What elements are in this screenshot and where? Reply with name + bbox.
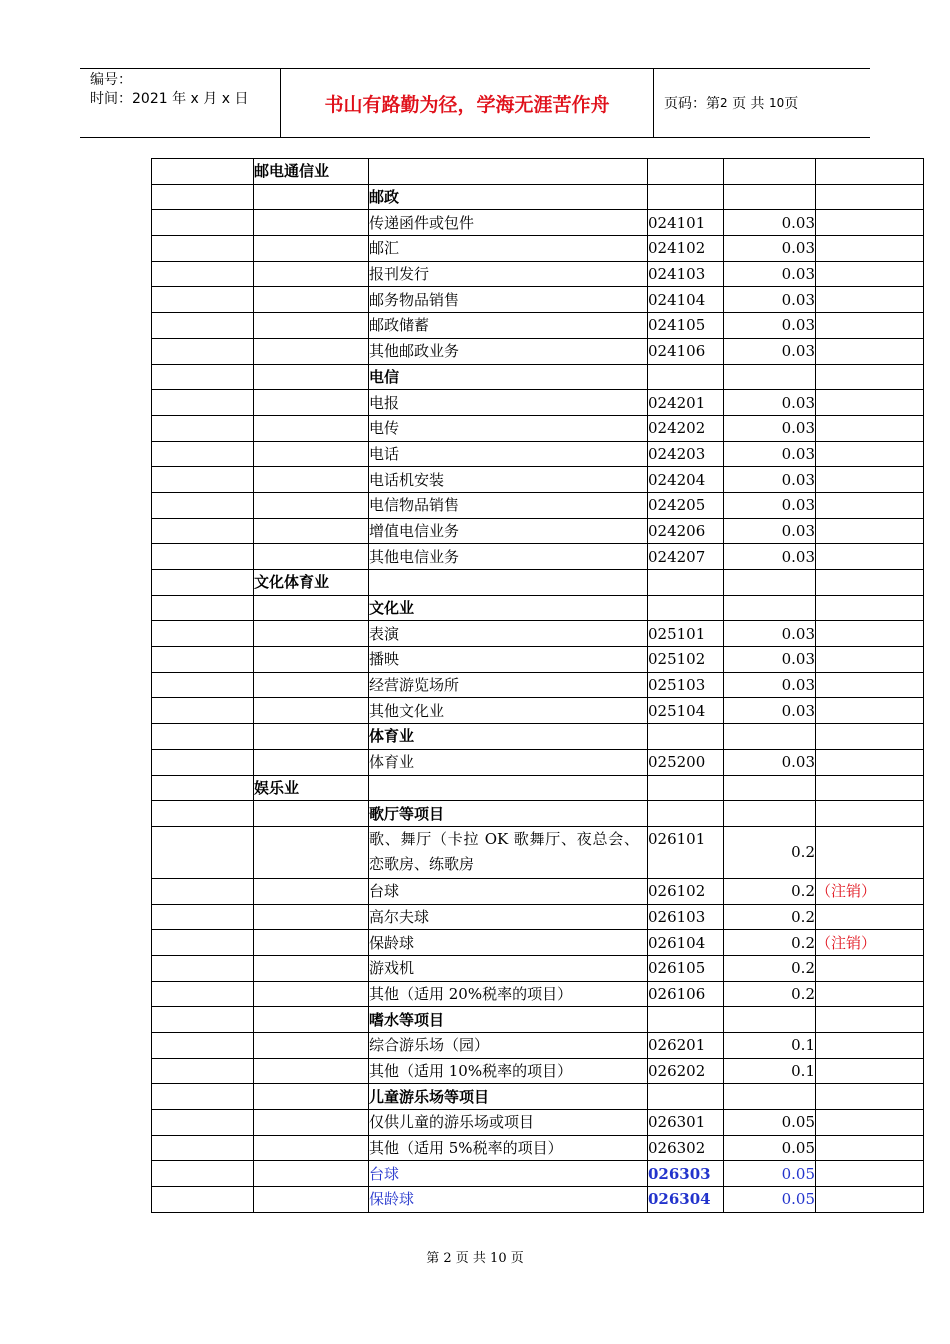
item-code: 024104 — [648, 287, 724, 313]
item-name: 传递函件或包件 — [369, 210, 648, 236]
empty-cell — [816, 955, 924, 981]
item-code: 024102 — [648, 236, 724, 262]
item-name: 体育业 — [369, 749, 648, 775]
empty-cell — [648, 724, 724, 750]
subsection-label: 歌厅等项目 — [369, 801, 648, 827]
empty-cell — [152, 390, 254, 416]
page-mid: 页 共 — [732, 96, 765, 112]
item-rate: 0.03 — [724, 236, 816, 262]
empty-cell — [816, 184, 924, 210]
table-row — [152, 621, 924, 647]
empty-cell — [816, 698, 924, 724]
item-name: 播映 — [369, 647, 648, 673]
item-rate: 0.1 — [724, 1033, 816, 1059]
item-rate: 0.03 — [724, 338, 816, 364]
empty-cell — [254, 210, 369, 236]
empty-cell — [816, 724, 924, 750]
empty-cell — [816, 313, 924, 339]
empty-cell — [152, 955, 254, 981]
item-name: 保龄球 — [369, 1187, 648, 1213]
empty-cell — [254, 1084, 369, 1110]
item-code: 025102 — [648, 647, 724, 673]
table-row — [152, 981, 924, 1007]
empty-cell — [816, 826, 924, 878]
item-code: 025103 — [648, 672, 724, 698]
empty-cell — [152, 1161, 254, 1187]
item-code: 026302 — [648, 1135, 724, 1161]
empty-cell — [254, 1187, 369, 1213]
table-row — [152, 210, 924, 236]
item-name: 报刊发行 — [369, 261, 648, 287]
empty-cell — [254, 904, 369, 930]
item-code: 024105 — [648, 313, 724, 339]
table-row — [152, 261, 924, 287]
header-page-number — [654, 69, 870, 137]
section-row — [152, 570, 924, 596]
subsection-label: 儿童游乐场等项目 — [369, 1084, 648, 1110]
empty-cell — [152, 441, 254, 467]
item-name: 台球 — [369, 878, 648, 904]
table-row — [152, 749, 924, 775]
empty-cell — [816, 570, 924, 596]
empty-cell — [254, 1033, 369, 1059]
table-row — [152, 518, 924, 544]
item-code: 024101 — [648, 210, 724, 236]
empty-cell — [254, 236, 369, 262]
item-code: 024206 — [648, 518, 724, 544]
item-code: 025200 — [648, 749, 724, 775]
empty-cell — [152, 878, 254, 904]
empty-cell — [816, 210, 924, 236]
item-code: 026202 — [648, 1058, 724, 1084]
item-name: 歌、舞厅（卡拉 OK 歌舞厅、夜总会、恋歌房、练歌房 — [369, 826, 648, 878]
item-rate: 0.2 — [724, 930, 816, 956]
table-row — [152, 878, 924, 904]
empty-cell — [254, 672, 369, 698]
item-code: 026201 — [648, 1033, 724, 1059]
empty-cell — [152, 159, 254, 185]
tax-rate-table — [151, 158, 924, 1213]
empty-cell — [816, 1110, 924, 1136]
item-name: 电话 — [369, 441, 648, 467]
empty-cell — [152, 467, 254, 493]
empty-cell — [816, 1161, 924, 1187]
subsection-row — [152, 801, 924, 827]
item-rate: 0.03 — [724, 390, 816, 416]
item-name: 综合游乐场（园） — [369, 1033, 648, 1059]
empty-cell — [816, 775, 924, 801]
table-row — [152, 236, 924, 262]
empty-cell — [648, 801, 724, 827]
table-row — [152, 904, 924, 930]
subsection-row — [152, 1007, 924, 1033]
empty-cell — [254, 338, 369, 364]
empty-cell — [724, 1084, 816, 1110]
table-row — [152, 1058, 924, 1084]
empty-cell — [152, 236, 254, 262]
item-name: 保龄球 — [369, 930, 648, 956]
item-rate: 0.03 — [724, 210, 816, 236]
empty-cell — [254, 1058, 369, 1084]
empty-cell — [648, 1007, 724, 1033]
page-prefix: 页码：第 — [664, 96, 720, 112]
item-rate: 0.03 — [724, 518, 816, 544]
item-name: 电话机安装 — [369, 467, 648, 493]
item-rate: 0.03 — [724, 492, 816, 518]
item-rate: 0.2 — [724, 826, 816, 878]
item-rate: 0.03 — [724, 672, 816, 698]
item-code: 026301 — [648, 1110, 724, 1136]
table-row — [152, 955, 924, 981]
empty-cell — [152, 698, 254, 724]
subsection-label: 体育业 — [369, 724, 648, 750]
table-row — [152, 930, 924, 956]
empty-cell — [724, 595, 816, 621]
empty-cell — [816, 1007, 924, 1033]
empty-cell — [254, 955, 369, 981]
item-name: 电信物品销售 — [369, 492, 648, 518]
subsection-row — [152, 1084, 924, 1110]
empty-cell — [724, 724, 816, 750]
empty-cell — [816, 364, 924, 390]
empty-cell — [816, 1187, 924, 1213]
item-code: 025101 — [648, 621, 724, 647]
item-name: 邮政储蓄 — [369, 313, 648, 339]
empty-cell — [254, 595, 369, 621]
page-current: 2 — [720, 96, 728, 110]
item-rate: 0.03 — [724, 441, 816, 467]
empty-cell — [254, 749, 369, 775]
doc-time-label: 时间：2021 年 x 月 x 日 — [90, 91, 249, 107]
item-name: 游戏机 — [369, 955, 648, 981]
header-meta — [80, 69, 281, 137]
item-code: 024207 — [648, 544, 724, 570]
section-label: 娱乐业 — [254, 775, 369, 801]
empty-cell — [254, 261, 369, 287]
subsection-row — [152, 184, 924, 210]
empty-cell — [152, 338, 254, 364]
table-row — [152, 1187, 924, 1213]
subsection-row — [152, 724, 924, 750]
empty-cell — [816, 1058, 924, 1084]
item-rate: 0.03 — [724, 621, 816, 647]
item-rate: 0.03 — [724, 698, 816, 724]
empty-cell — [152, 801, 254, 827]
empty-cell — [254, 492, 369, 518]
item-rate: 0.03 — [724, 749, 816, 775]
page-header — [80, 68, 870, 138]
empty-cell — [724, 184, 816, 210]
empty-cell — [254, 826, 369, 878]
empty-cell — [254, 647, 369, 673]
empty-cell — [816, 287, 924, 313]
item-code: 026103 — [648, 904, 724, 930]
item-rate: 0.03 — [724, 544, 816, 570]
empty-cell — [152, 261, 254, 287]
section-label: 邮电通信业 — [254, 159, 369, 185]
empty-cell — [816, 236, 924, 262]
empty-cell — [724, 1007, 816, 1033]
empty-cell — [254, 878, 369, 904]
item-code: 024203 — [648, 441, 724, 467]
empty-cell — [152, 184, 254, 210]
item-rate: 0.03 — [724, 313, 816, 339]
empty-cell — [254, 1110, 369, 1136]
empty-cell — [724, 570, 816, 596]
item-name: 其他文化业 — [369, 698, 648, 724]
empty-cell — [152, 364, 254, 390]
empty-cell — [369, 570, 648, 596]
item-rate: 0.03 — [724, 467, 816, 493]
empty-cell — [152, 1110, 254, 1136]
page-footer: 第 2 页 共 10 页 — [426, 1251, 524, 1266]
section-row — [152, 775, 924, 801]
empty-cell — [648, 775, 724, 801]
empty-cell — [254, 313, 369, 339]
item-name: 其他电信业务 — [369, 544, 648, 570]
empty-cell — [816, 801, 924, 827]
empty-cell — [152, 1058, 254, 1084]
item-name: 其他（适用 10%税率的项目） — [369, 1058, 648, 1084]
empty-cell — [816, 492, 924, 518]
item-name: 电报 — [369, 390, 648, 416]
item-rate: 0.03 — [724, 415, 816, 441]
empty-cell — [724, 364, 816, 390]
item-name: 仅供儿童的游乐场或项目 — [369, 1110, 648, 1136]
item-code: 025104 — [648, 698, 724, 724]
empty-cell — [254, 518, 369, 544]
subsection-row — [152, 364, 924, 390]
empty-cell — [254, 930, 369, 956]
empty-cell — [648, 1084, 724, 1110]
page-total: 10 — [769, 96, 785, 110]
item-code: 024205 — [648, 492, 724, 518]
empty-cell — [152, 1187, 254, 1213]
empty-cell — [152, 287, 254, 313]
table-row — [152, 390, 924, 416]
item-code: 026303 — [648, 1161, 724, 1187]
table-row — [152, 467, 924, 493]
empty-cell — [152, 595, 254, 621]
empty-cell — [816, 1084, 924, 1110]
empty-cell — [254, 981, 369, 1007]
item-code: 026104 — [648, 930, 724, 956]
subsection-row — [152, 595, 924, 621]
empty-cell — [816, 544, 924, 570]
section-row — [152, 159, 924, 185]
table-row — [152, 1161, 924, 1187]
empty-cell — [152, 826, 254, 878]
empty-cell — [816, 441, 924, 467]
table-row — [152, 287, 924, 313]
empty-cell — [254, 415, 369, 441]
item-rate: 0.2 — [724, 981, 816, 1007]
empty-cell — [816, 1033, 924, 1059]
empty-cell — [254, 467, 369, 493]
empty-cell — [152, 1084, 254, 1110]
empty-cell — [152, 775, 254, 801]
empty-cell — [724, 801, 816, 827]
table-row — [152, 313, 924, 339]
item-rate: 0.03 — [724, 647, 816, 673]
empty-cell — [816, 1135, 924, 1161]
empty-cell — [648, 570, 724, 596]
empty-cell — [816, 672, 924, 698]
table-row — [152, 1033, 924, 1059]
empty-cell — [724, 159, 816, 185]
item-rate: 0.05 — [724, 1135, 816, 1161]
table-row — [152, 338, 924, 364]
table-row — [152, 544, 924, 570]
empty-cell — [254, 1161, 369, 1187]
item-name: 台球 — [369, 1161, 648, 1187]
empty-cell — [152, 1007, 254, 1033]
empty-cell — [254, 621, 369, 647]
item-name: 高尔夫球 — [369, 904, 648, 930]
item-name: 其他（适用 5%税率的项目） — [369, 1135, 648, 1161]
item-code: 024106 — [648, 338, 724, 364]
empty-cell — [152, 492, 254, 518]
item-code: 024202 — [648, 415, 724, 441]
table-row — [152, 1135, 924, 1161]
item-name: 其他（适用 20%税率的项目） — [369, 981, 648, 1007]
item-rate: 0.05 — [724, 1110, 816, 1136]
empty-cell — [254, 364, 369, 390]
empty-cell — [816, 415, 924, 441]
section-label: 文化体育业 — [254, 570, 369, 596]
empty-cell — [816, 390, 924, 416]
table-row — [152, 1110, 924, 1136]
cancelled-note: （注销） — [816, 878, 924, 904]
empty-cell — [152, 415, 254, 441]
item-rate: 0.05 — [724, 1161, 816, 1187]
empty-cell — [816, 338, 924, 364]
empty-cell — [648, 184, 724, 210]
item-rate: 0.1 — [724, 1058, 816, 1084]
empty-cell — [152, 981, 254, 1007]
empty-cell — [816, 595, 924, 621]
item-code: 026304 — [648, 1187, 724, 1213]
item-code: 026106 — [648, 981, 724, 1007]
empty-cell — [152, 544, 254, 570]
item-code: 026102 — [648, 878, 724, 904]
item-name: 增值电信业务 — [369, 518, 648, 544]
empty-cell — [816, 981, 924, 1007]
item-code: 026105 — [648, 955, 724, 981]
empty-cell — [816, 518, 924, 544]
page-suffix: 页 — [784, 96, 799, 112]
item-code: 024204 — [648, 467, 724, 493]
empty-cell — [152, 749, 254, 775]
empty-cell — [816, 261, 924, 287]
table-row — [152, 647, 924, 673]
empty-cell — [369, 775, 648, 801]
table-row — [152, 492, 924, 518]
empty-cell — [648, 159, 724, 185]
doc-number-label: 编号： — [90, 72, 132, 88]
empty-cell — [816, 904, 924, 930]
table-row — [152, 672, 924, 698]
empty-cell — [816, 621, 924, 647]
cancelled-note: （注销） — [816, 930, 924, 956]
item-name: 经营游览场所 — [369, 672, 648, 698]
item-rate: 0.2 — [724, 904, 816, 930]
empty-cell — [254, 698, 369, 724]
empty-cell — [152, 621, 254, 647]
empty-cell — [254, 724, 369, 750]
item-rate: 0.05 — [724, 1187, 816, 1213]
empty-cell — [152, 930, 254, 956]
empty-cell — [152, 1033, 254, 1059]
empty-cell — [254, 287, 369, 313]
item-name: 邮汇 — [369, 236, 648, 262]
empty-cell — [816, 467, 924, 493]
item-code: 026101 — [648, 826, 724, 878]
item-rate: 0.2 — [724, 878, 816, 904]
empty-cell — [254, 184, 369, 210]
empty-cell — [254, 801, 369, 827]
item-code: 024201 — [648, 390, 724, 416]
item-code: 024103 — [648, 261, 724, 287]
empty-cell — [254, 390, 369, 416]
empty-cell — [152, 904, 254, 930]
header-motto: 书山有路勤为径，学海无涯苦作舟 — [281, 69, 654, 137]
empty-cell — [254, 441, 369, 467]
empty-cell — [152, 672, 254, 698]
empty-cell — [152, 1135, 254, 1161]
empty-cell — [152, 210, 254, 236]
item-rate: 0.03 — [724, 287, 816, 313]
empty-cell — [648, 364, 724, 390]
subsection-label: 电信 — [369, 364, 648, 390]
item-rate: 0.03 — [724, 261, 816, 287]
empty-cell — [152, 724, 254, 750]
item-name: 邮务物品销售 — [369, 287, 648, 313]
empty-cell — [152, 647, 254, 673]
table-row — [152, 441, 924, 467]
item-rate: 0.2 — [724, 955, 816, 981]
item-name: 表演 — [369, 621, 648, 647]
table-row — [152, 698, 924, 724]
empty-cell — [254, 1007, 369, 1033]
empty-cell — [254, 1135, 369, 1161]
empty-cell — [724, 775, 816, 801]
subsection-label: 文化业 — [369, 595, 648, 621]
empty-cell — [648, 595, 724, 621]
empty-cell — [152, 518, 254, 544]
table-row — [152, 826, 924, 878]
empty-cell — [152, 313, 254, 339]
empty-cell — [152, 570, 254, 596]
empty-cell — [816, 749, 924, 775]
subsection-label: 嗜水等项目 — [369, 1007, 648, 1033]
empty-cell — [816, 159, 924, 185]
subsection-label: 邮政 — [369, 184, 648, 210]
empty-cell — [369, 159, 648, 185]
item-name: 电传 — [369, 415, 648, 441]
table-row — [152, 415, 924, 441]
empty-cell — [254, 544, 369, 570]
item-name: 其他邮政业务 — [369, 338, 648, 364]
empty-cell — [816, 647, 924, 673]
